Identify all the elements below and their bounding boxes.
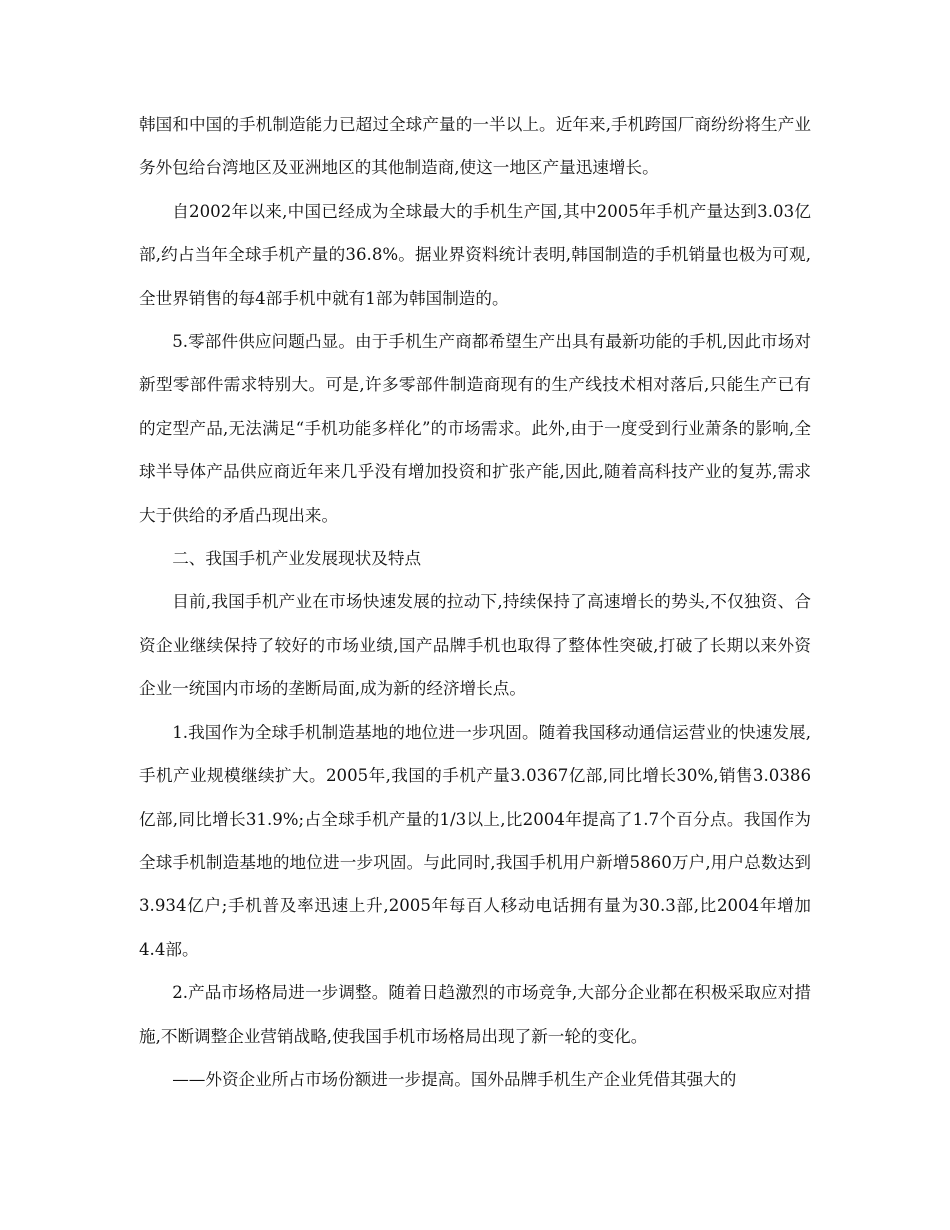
- paragraph-7: ——外资企业所占市场份额进一步提高。国外品牌手机生产企业凭借其强大的: [172, 1069, 737, 1089]
- document-body: [139, 103, 811, 1101]
- paragraph-4: 目前,我国手机产业在市场快速发展的拉动下,持续保持了高速增长的势头,不仅独资、合资企业继续保持了较好的市场业绩,国产品牌手机也取得了整体性突破,打破了长期以来外资企业一统国内市场的垄断局面,成为新的经济增长点。: [139, 592, 811, 699]
- paragraph-2: 自2002年以来,中国已经成为全球最大的手机生产国,其中2005年手机产量达到3.03亿部,约占当年全球手机产量的36.8%。据业界资料统计表明,韩国制造的手机销量也极为可观,全世界销售的每4部手机中就有1部为韩国制造的。: [139, 201, 811, 308]
- section-heading: 二、我国手机产业发展现状及特点: [172, 549, 422, 569]
- paragraph-6: 2.产品市场格局进一步调整。随着日趋激烈的市场竞争,大部分企业都在积极采取应对措施,不断调整企业营销战略,使我国手机市场格局出现了新一轮的变化。: [139, 983, 811, 1046]
- paragraph-5: 1.我国作为全球手机制造基地的地位进一步巩固。随着我国移动通信运营业的快速发展,手机产业规模继续扩大。2005年,我国的手机产量3.0367亿部,同比增长30%,销售3.0386亿部,同比增长31.9%;占全球手机产量的1/3以上,比2004年提高了1.7个百分点。我国作为全球手机制造基地的地位进一步巩固。与此同时,我国手机用户新增5860万户,用户总数达到3.934亿户;手机普及率迅速上升,2005年每百人移动电话拥有量为30.3部,比2004年增加4.4部。: [139, 722, 811, 959]
- paragraph-3: 5.零部件供应问题凸显。由于手机生产商都希望生产出具有最新功能的手机,因此市场对新型零部件需求特别大。可是,许多零部件制造商现有的生产线技术相对落后,只能生产已有的定型产品,无法满足“手机功能多样化”的市场需求。此外,由于一度受到行业萧条的影响,全球半导体产品供应商近年来几乎没有增加投资和扩张产能,因此,随着高科技产业的复苏,需求大于供给的矛盾凸现出来。: [139, 332, 811, 525]
- paragraph-1: 韩国和中国的手机制造能力已超过全球产量的一半以上。近年来,手机跨国厂商纷纷将生产业务外包给台湾地区及亚洲地区的其他制造商,使这一地区产量迅速增长。: [139, 115, 811, 178]
